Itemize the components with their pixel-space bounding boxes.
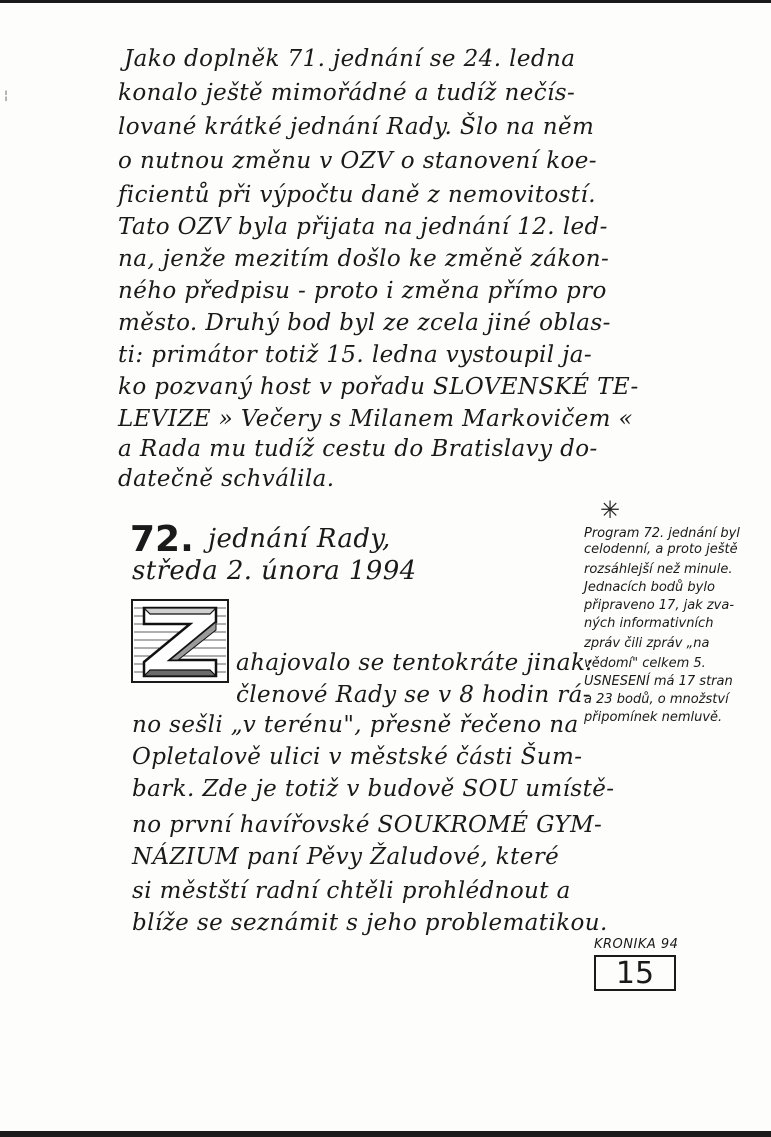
body-line: blíže se seznámit s jeho problematikou.: [132, 910, 608, 936]
note-line: vědomí" celkem 5.: [584, 656, 706, 671]
body-line: Opletalově ulici v městské části Šum-: [132, 744, 583, 770]
intro-line: ko pozvaný host v pořadu SLOVENSKÉ TE-: [118, 374, 639, 400]
asterisk-icon: ✳: [600, 496, 621, 524]
intro-line: ficientů při výpočtu daně z nemovitostí.: [118, 182, 596, 208]
page-number: 15: [615, 955, 655, 991]
intro-line: LEVIZE » Večery s Milanem Markovičem «: [118, 406, 634, 432]
note-line: USNESENÍ má 17 stran: [584, 674, 733, 689]
body-line: no první havířovské SOUKROMÉ GYM-: [132, 812, 603, 838]
body-line: NÁZIUM paní Pěvy Žaludové, které: [132, 844, 560, 870]
dropcap-z-illustration: [130, 598, 230, 684]
body-line: ahajovalo se tentokráte jinak:: [236, 650, 594, 676]
intro-line: a Rada mu tudíž cestu do Bratislavy do-: [118, 436, 598, 462]
intro-line: ného předpisu - proto i změna přímo pro: [118, 278, 607, 304]
intro-line: na, jenže mezitím došlo ke změně zákon-: [118, 246, 610, 272]
note-line: připraveno 17, jak zva-: [584, 598, 735, 613]
scan-edge-bottom: [0, 1131, 771, 1137]
intro-line: město. Druhý bod byl ze zcela jiné oblas-: [118, 310, 611, 336]
meeting-title: jednání Rady,: [208, 524, 391, 554]
binding-mark: ¦: [4, 88, 9, 102]
note-line: a 23 bodů, o množství: [584, 692, 729, 707]
note-line: celodenní, a proto ještě: [584, 542, 738, 557]
note-line: Program 72. jednání byl: [584, 526, 740, 541]
body-line: si městští radní chtěli prohlédnout a: [132, 878, 571, 904]
note-line: rozsáhlejší než minule.: [584, 562, 733, 577]
intro-line: konalo ještě mimořádné a tudíž nečís-: [118, 80, 576, 106]
note-line: Jednacích bodů bylo: [584, 580, 715, 595]
body-line: no sešli „v terénu", přesně řečeno na: [132, 712, 579, 738]
body-line: bark. Zde je totiž v budově SOU umístě-: [132, 776, 615, 802]
page-number-box: [594, 955, 676, 991]
intro-line: Tato OZV byla přijata na jednání 12. led-: [118, 214, 608, 240]
intro-line: Jako doplněk 71. jednání se 24. ledna: [124, 46, 576, 72]
scan-edge-top: [0, 0, 771, 3]
meeting-number: 72.: [130, 519, 194, 560]
chronicle-label: KRONIKA 94: [594, 937, 679, 952]
note-line: ných informativních: [584, 616, 714, 631]
intro-line: ti: primátor totiž 15. ledna vystoupil ja-: [118, 342, 593, 368]
note-line: připomínek nemluvě.: [584, 710, 723, 725]
note-line: zpráv čili zpráv „na: [584, 636, 710, 651]
body-line: členové Rady se v 8 hodin rá-: [236, 682, 591, 708]
meeting-date: středa 2. února 1994: [132, 556, 417, 586]
intro-line: o nutnou změnu v OZV o stanovení koe-: [118, 148, 597, 174]
intro-line: lované krátké jednání Rady. Šlo na něm: [118, 114, 595, 140]
intro-line: datečně schválila.: [118, 466, 335, 492]
